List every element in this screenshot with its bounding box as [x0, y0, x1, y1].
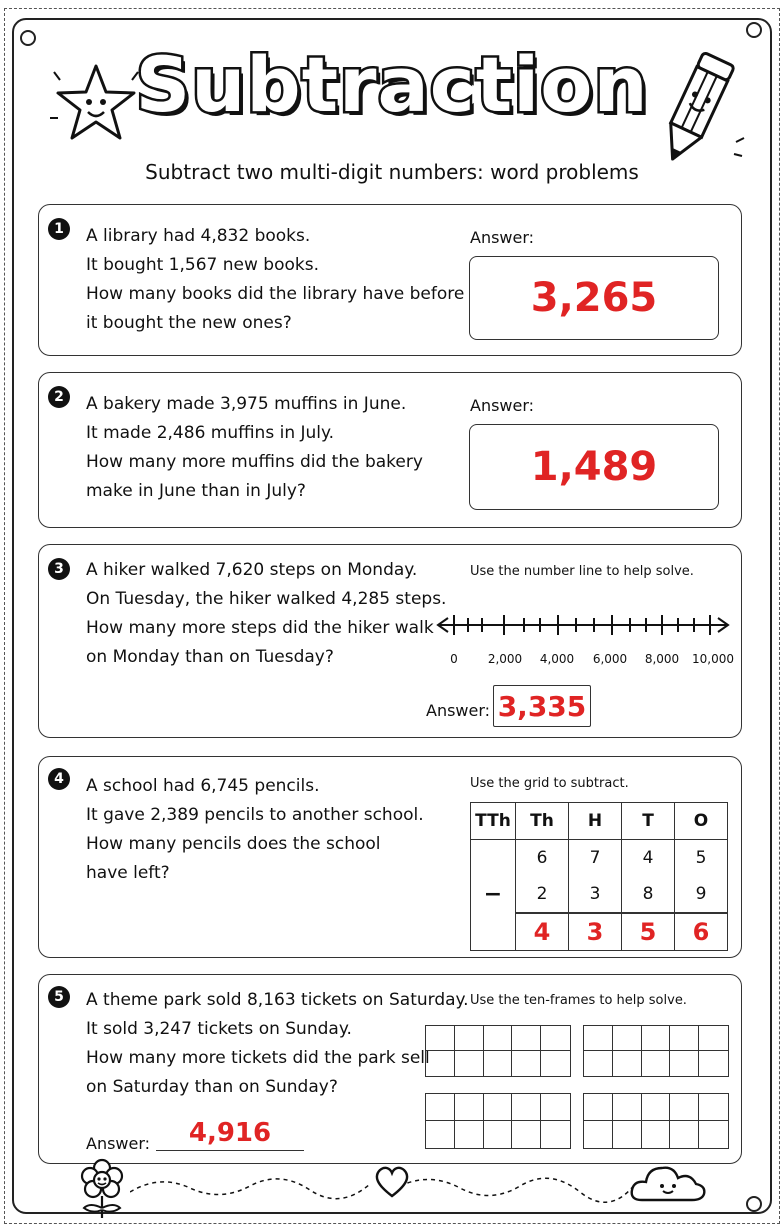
- grid-cell: 8: [622, 876, 675, 913]
- helper-text: Use the number line to help solve.: [470, 564, 694, 579]
- ten-frame: [425, 1025, 571, 1077]
- grid-result-cell[interactable]: 6: [675, 913, 728, 951]
- grid-cell: 2: [516, 876, 569, 913]
- grid-result-cell[interactable]: 3: [569, 913, 622, 951]
- ten-frame: [583, 1093, 729, 1149]
- grid-header: T: [622, 803, 675, 840]
- corner-hole-icon: [746, 1196, 762, 1212]
- grid-header: Th: [516, 803, 569, 840]
- grid-header: TTh: [471, 803, 516, 840]
- flower-icon: [74, 1158, 130, 1220]
- grid-cell: 3: [569, 876, 622, 913]
- page-subtitle: Subtract two multi-digit numbers: word problems: [145, 160, 639, 184]
- problem-number-badge: 5: [48, 986, 70, 1008]
- answer-box-1[interactable]: 3,265: [469, 256, 719, 340]
- tick-label: 10,000: [692, 652, 734, 666]
- problem-text-5: A theme park sold 8,163 tickets on Saturday. It sold 3,247 tickets on Sunday. How many more tickets did the park sell on Saturday than on Sunday?: [86, 990, 469, 1097]
- ten-frame: [425, 1093, 571, 1149]
- tick-label: 4,000: [539, 652, 575, 666]
- place-value-grid: [470, 802, 728, 951]
- problem-number-badge: 3: [48, 558, 70, 580]
- grid-blank-cell: [471, 913, 516, 951]
- tick-label: 8,000: [644, 652, 680, 666]
- grid-cell: 6: [516, 840, 569, 877]
- answer-box-3[interactable]: 3,335: [493, 685, 591, 727]
- minus-operator: −: [471, 840, 516, 914]
- answer-label: Answer:: [470, 396, 535, 415]
- answer-box-2[interactable]: 1,489: [469, 424, 719, 510]
- corner-hole-icon: [746, 22, 762, 38]
- number-line: [434, 610, 734, 640]
- problem-text-4: A school had 6,745 pencils. It gave 2,389 pencils to another school. How many pencils does the school have left?: [86, 776, 424, 883]
- tick-label: 2,000: [487, 652, 523, 666]
- answer-label: Answer:: [470, 228, 535, 247]
- problem-number-badge: 1: [48, 218, 70, 240]
- problem-number-badge: 4: [48, 768, 70, 790]
- answer-label: Answer:: [426, 701, 491, 720]
- cloud-icon: [628, 1158, 708, 1206]
- helper-text: Use the ten-frames to help solve.: [470, 993, 687, 1008]
- tick-label: 0: [450, 652, 458, 666]
- problem-text-2: A bakery made 3,975 muffins in June. It made 2,486 muffins in July. How many more muffins did the bakery make in June than in July?: [86, 394, 423, 501]
- problem-number-badge: 2: [48, 386, 70, 408]
- heart-icon: [372, 1164, 412, 1200]
- grid-header: H: [569, 803, 622, 840]
- problem-text-1: A library had 4,832 books. It bought 1,567 new books. How many books did the library have before it bought the new ones?: [86, 226, 465, 333]
- problem-text-3: A hiker walked 7,620 steps on Monday. On Tuesday, the hiker walked 4,285 steps. How many more steps did the hiker walk on Monday than on Tuesday?: [86, 560, 447, 667]
- answer-line-5[interactable]: 4,916: [156, 1116, 304, 1151]
- grid-cell: 5: [675, 840, 728, 877]
- grid-result-cell[interactable]: 4: [516, 913, 569, 951]
- grid-cell: 9: [675, 876, 728, 913]
- helper-text: Use the grid to subtract.: [470, 776, 629, 791]
- tick-label: 6,000: [592, 652, 628, 666]
- grid-cell: 4: [622, 840, 675, 877]
- page-title: Subtraction: [135, 40, 649, 129]
- answer-label: Answer:: [86, 1134, 151, 1153]
- ten-frame: [583, 1025, 729, 1077]
- grid-result-cell[interactable]: 5: [622, 913, 675, 951]
- grid-header: O: [675, 803, 728, 840]
- grid-cell: 7: [569, 840, 622, 877]
